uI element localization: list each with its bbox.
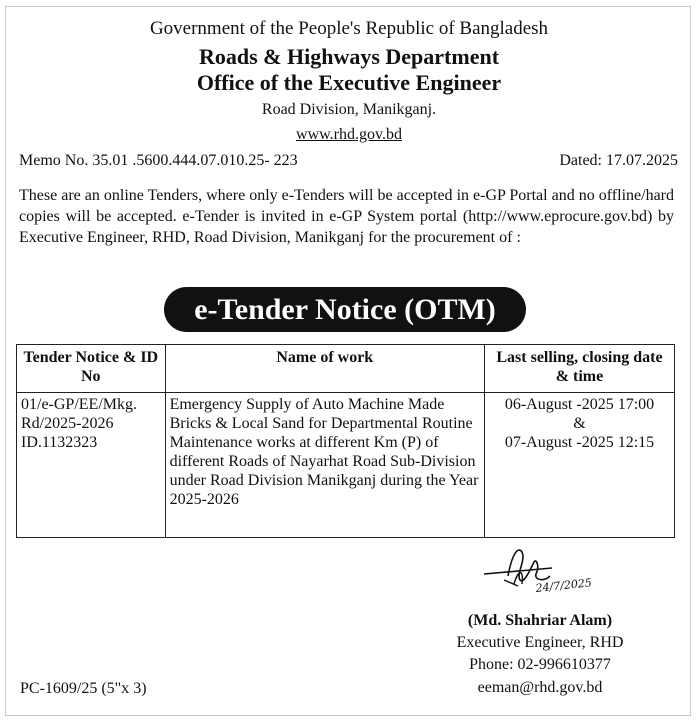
table-row xyxy=(17,393,675,538)
signer-phone: Phone: 02-996610377 xyxy=(469,656,611,673)
date-separator: & xyxy=(573,415,586,432)
signer-title: Executive Engineer, RHD xyxy=(456,634,624,651)
signer-name: (Md. Shahriar Alam) xyxy=(467,612,613,629)
department-heading: Roads & Highways Department xyxy=(198,44,500,69)
tender-id-line: ID.1132323 xyxy=(21,434,98,451)
closing-date: 07-August -2025 12:15 xyxy=(504,434,655,451)
office-heading: Office of the Executive Engineer xyxy=(196,70,502,95)
tender-table xyxy=(16,344,675,538)
notice-title-banner: e-Tender Notice (OTM) xyxy=(164,287,526,332)
signature-date: 24/7/2025 xyxy=(534,576,593,595)
government-heading: Government of the People's Republic of Bangladesh xyxy=(149,18,549,39)
column-header-tender-id: Tender Notice & ID No xyxy=(17,345,166,393)
column-header-work-name: Name of work xyxy=(165,345,484,393)
handwritten-signature xyxy=(478,540,593,608)
tender-id-cell xyxy=(17,393,166,538)
work-name-cell: Emergency Supply of Auto Machine Made Bricks & Local Sand for Departmental Routine Maintenance works at different Km (P) of different Roads of Nayarhat Road Sub-Division under Road Division Manikganj during the Year 2025-2026 xyxy=(165,393,484,538)
pc-reference: PC-1609/25 (5"x 3) xyxy=(20,680,147,697)
table-header-row xyxy=(17,345,675,393)
memo-date: Dated: 17.07.2025 xyxy=(559,152,678,169)
intro-paragraph: These are an online Tenders, where only e-Tenders will be accepted in e-GP Portal and no offline/hard copies will be accepted. e-Tender is invited in e-GP System portal (http://www.eprocure.gov.bd) by Executive Engineer, RHD, Road Division, Manikganj for the procurement of : xyxy=(19,187,674,246)
column-header-dates: Last selling, closing date & time xyxy=(484,345,674,393)
tender-id-line: Rd/2025-2026 xyxy=(21,415,114,432)
selling-date: 06-August -2025 17:00 xyxy=(504,396,655,413)
division-text: Road Division, Manikganj. xyxy=(261,101,437,118)
website-link[interactable]: www.rhd.gov.bd xyxy=(296,126,402,143)
memo-number: Memo No. 35.01 .5600.444.07.010.25- 223 xyxy=(19,152,298,169)
dates-cell xyxy=(484,393,674,538)
signer-email[interactable]: eeman@rhd.gov.bd xyxy=(477,679,603,696)
tender-id-line: 01/e-GP/EE/Mkg. xyxy=(21,396,137,413)
